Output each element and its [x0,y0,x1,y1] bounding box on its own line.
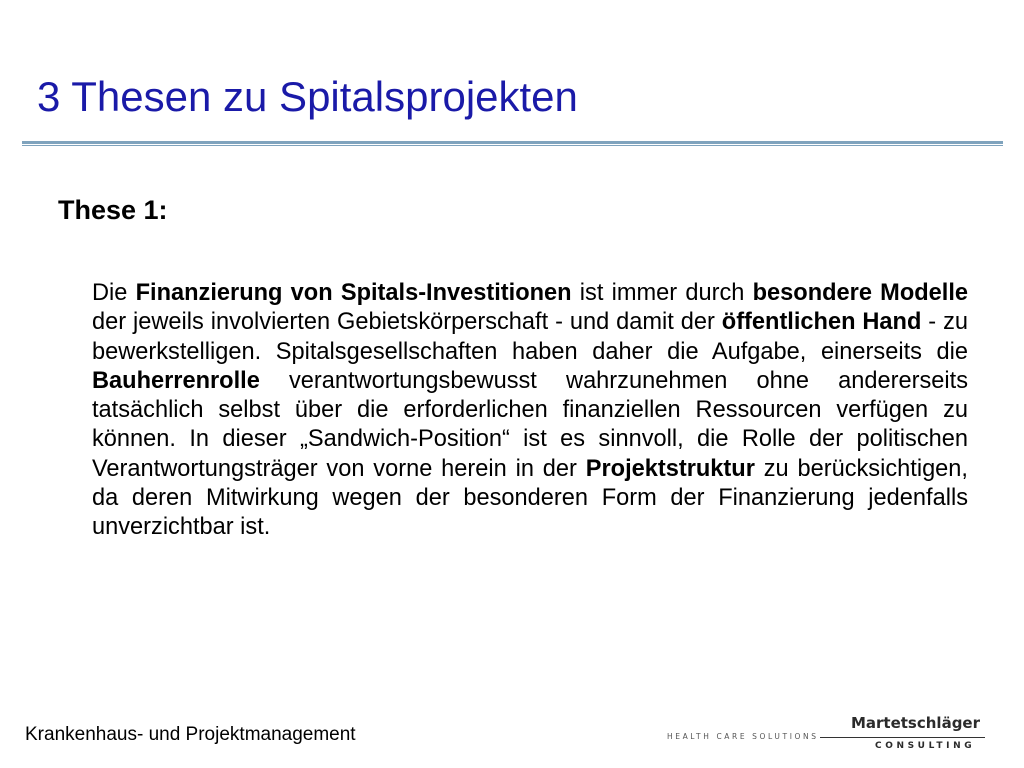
thesis-emphasis: öffentlichen Hand [721,309,922,336]
logo-subtitle: CONSULTING [875,741,976,751]
logo-name: Martetschläger [850,714,980,732]
logo-divider [820,737,985,738]
slide-title: 3 Thesen zu Spitalsprojekten [37,73,578,120]
footer-tagline: HEALTH CARE SOLUTIONS [667,732,819,741]
thesis-text: verantwortungsbewusst wahrzunehmen ohne andererseits tatsächlich selbst über die erforderlichen finanziellen Ressourcen verfügen zu können. In dieser „Sandwich-Position“ ist es sinnvoll, die Rolle der politischen Verantwortungsträger von vorne herein in der [92,367,968,482]
thesis-paragraph [92,279,968,543]
footer-course-title: Krankenhaus- und Projektmanagement [25,724,356,745]
thesis-text: ist immer durch [571,280,753,306]
thesis-emphasis: besondere Modelle [752,280,968,306]
title-divider [22,141,1003,146]
thesis-emphasis: Bauherrenrolle [92,367,260,394]
company-logo [820,713,1000,755]
thesis-emphasis: Finanzierung von Spitals-Investitionen [135,280,572,306]
thesis-text: der jeweils involvierten Gebietskörperschaft - und damit der [92,309,722,336]
thesis-text: - zu bewerkstelligen. Spitalsgesellschaften haben daher die Aufgabe, einerseits die [92,309,969,365]
thesis-heading: These 1: [58,195,168,225]
thesis-text: zu berücksichtigen, da deren Mitwirkung wegen der besonderen Form der Finanzierung jedenfalls unverzichtbar ist. [92,455,968,541]
thesis-emphasis: Projektstruktur [585,455,755,482]
thesis-text: Die [92,280,136,306]
